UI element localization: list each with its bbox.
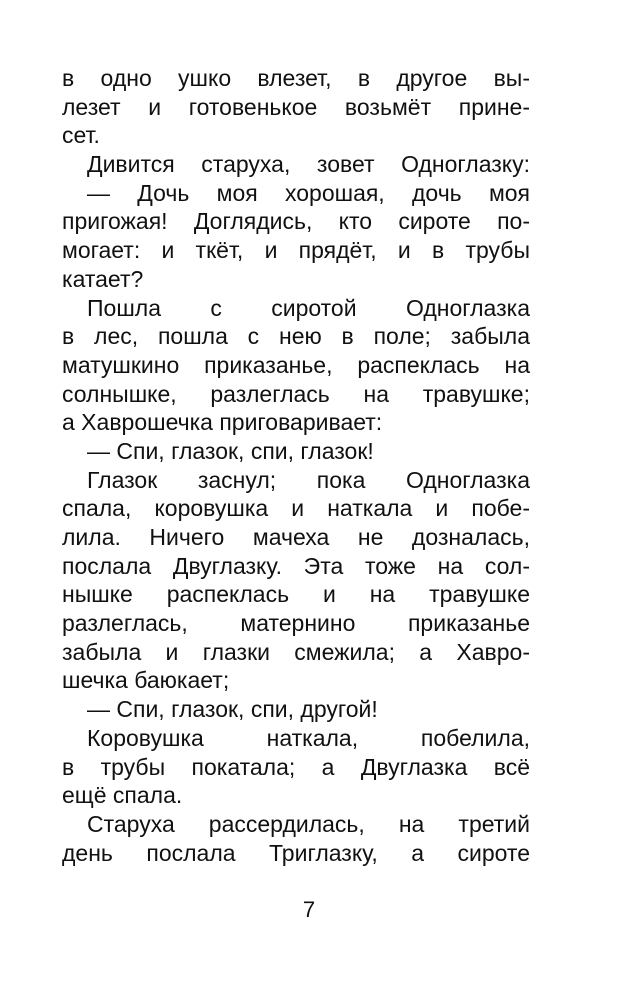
text-line: ещё спала. bbox=[62, 782, 183, 809]
text-line: а Хаврошечка приговаривает: bbox=[62, 409, 383, 436]
text-line: сет. bbox=[62, 122, 100, 149]
text-line: Дивится старуха, зовет Одноглазку: bbox=[87, 151, 530, 178]
text-line: забыла и глазки смежила; а Хавро- bbox=[62, 638, 530, 665]
page-text-body bbox=[62, 64, 530, 867]
text-line: лезет и готовенькое возьмёт прине- bbox=[62, 93, 530, 120]
text-line: Глазок заснул; пока Одноглазка bbox=[87, 466, 530, 493]
text-line: день послала Триглазку, а сироте bbox=[62, 839, 530, 866]
text-line: лила. Ничего мачеха не дозналась, bbox=[62, 524, 530, 550]
page-number: 7 bbox=[302, 897, 316, 922]
text-line: катает? bbox=[62, 265, 144, 292]
text-line: нышке распеклась и на травушке bbox=[62, 581, 530, 608]
text-line: солнышке, разлеглась на травушке; bbox=[62, 380, 530, 407]
text-line: спала, коровушка и наткала и побе- bbox=[62, 495, 530, 522]
text-line: Пошла с сиротой Одноглазка bbox=[87, 294, 530, 321]
text-line: — Дочь моя хорошая, дочь моя bbox=[87, 179, 530, 206]
text-line: матушкино приказанье, распеклась на bbox=[62, 351, 530, 378]
text-line: могает: и ткёт, и прядёт, и в трубы bbox=[62, 237, 530, 264]
text-line: шечка баюкает; bbox=[62, 667, 230, 694]
text-line: разлеглась, матернино приказанье bbox=[62, 610, 530, 637]
text-line: в трубы покатала; а Двуглазка всё bbox=[62, 753, 530, 780]
text-line: Коровушка наткала, побелила, bbox=[87, 724, 530, 751]
text-line: послала Двуглазку. Эта тоже на сол- bbox=[62, 552, 530, 579]
text-line: в одно ушко влезет, в другое вы- bbox=[62, 65, 530, 91]
text-line: Старуха рассердилась, на третий bbox=[87, 810, 530, 837]
text-line: в лес, пошла с нею в поле; забыла bbox=[62, 323, 530, 350]
text-line: пригожая! Доглядись, кто сироте по- bbox=[62, 208, 530, 235]
text-line: — Спи, глазок, спи, глазок! bbox=[87, 437, 374, 464]
text-line: — Спи, глазок, спи, другой! bbox=[87, 696, 378, 723]
